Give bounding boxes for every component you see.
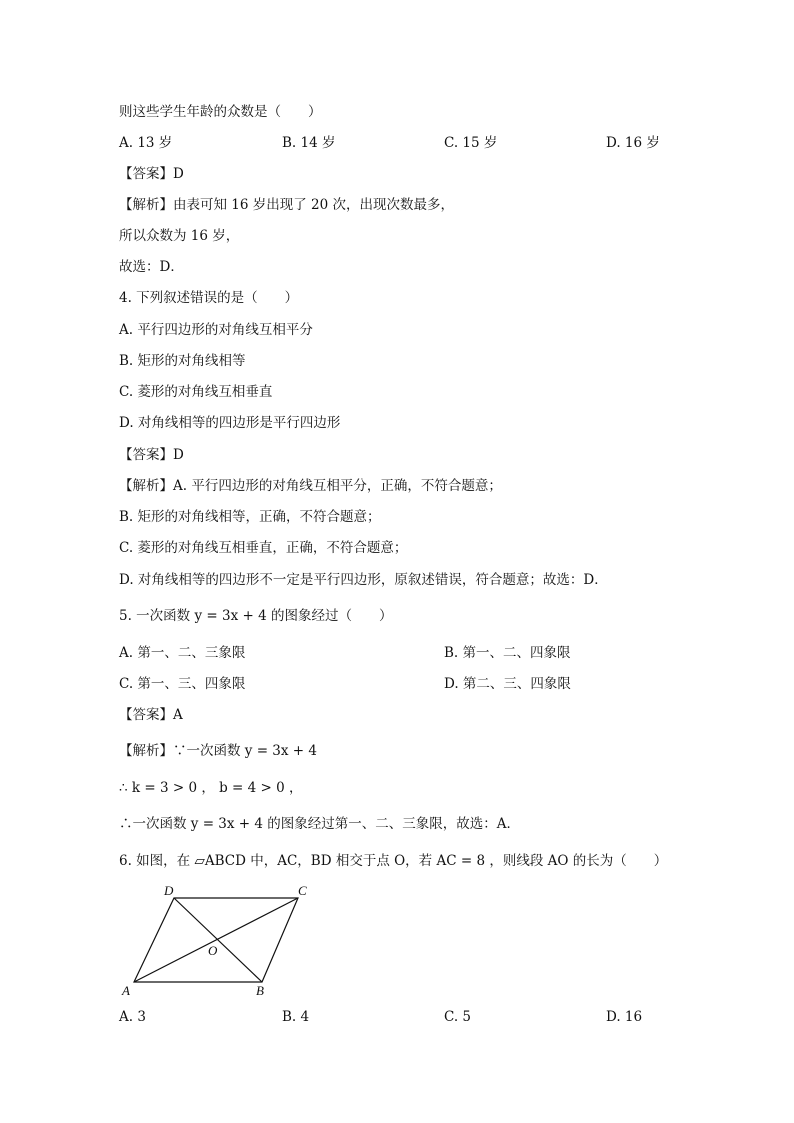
q5-analysis-line-2: ∴ k = 3 > 0 ， b = 4 > 0 ， [119,780,303,796]
q3-answer: 【答案】D [119,166,184,182]
q6-option-d: D. 16 [606,1009,643,1025]
q3-analysis-line-1: 【解析】由表可知 16 岁出现了 20 次，出现次数最多， [119,197,455,213]
q3-option-d: D. 16 岁 [606,135,660,151]
q6-stem: 6. 如图，在 ▱ABCD 中，AC，BD 相交于点 O，若 AC = 8 ，则线段 AO 的长为（ ） [119,853,668,869]
q3-option-c: C. 15 岁 [444,135,498,151]
label-d: D [164,883,174,898]
parallelogram-figure [110,880,330,1010]
q3-analysis-line-3: 故选：D． [119,259,184,275]
q5-analysis-line-3: ∴一次函数 y = 3x + 4 的图象经过第一、二、三象限，故选：A． [119,816,521,832]
q4-option-a: A. 平行四边形的对角线互相平分 [119,322,313,338]
q6-option-a: A. 3 [119,1009,146,1025]
q4-option-c: C. 菱形的对角线互相垂直 [119,384,273,400]
q6-option-b: B. 4 [282,1009,310,1025]
q5-answer: 【答案】A [119,707,183,723]
q3-option-b: B. 14 岁 [282,135,336,151]
q3-analysis-line-2: 所以众数为 16 岁， [119,228,240,244]
q6-option-c: C. 5 [444,1009,472,1025]
q5-option-a: A. 第一、二、三象限 [119,645,246,661]
q3-stem: 则这些学生年龄的众数是（ ） [119,104,322,120]
q5-analysis-line-1: 【解析】∵一次函数 y = 3x + 4 [119,743,317,759]
q5-option-c: C. 第一、三、四象限 [119,676,246,692]
q4-analysis-line-4: D. 对角线相等的四边形不一定是平行四边形，原叙述错误，符合题意；故选：D． [119,572,608,588]
label-a: A [122,983,130,998]
diagonal-ac [134,898,298,982]
label-b: B [256,983,264,998]
q5-option-b: B. 第一、二、四象限 [444,645,571,661]
q3-option-a: A. 13 岁 [119,135,173,151]
label-c: C [298,883,307,898]
q4-analysis-line-1: 【解析】A. 平行四边形的对角线互相平分，正确，不符合题意； [119,478,502,494]
q4-answer: 【答案】D [119,447,184,463]
q5-stem: 5. 一次函数 y = 3x + 4 的图象经过（ ） [119,608,393,624]
q4-option-d: D. 对角线相等的四边形是平行四边形 [119,415,341,431]
q5-option-d: D. 第二、三、四象限 [444,676,571,692]
q4-option-b: B. 矩形的对角线相等 [119,353,246,369]
label-o: O [208,943,218,958]
q4-analysis-line-2: B. 矩形的对角线相等，正确，不符合题意； [119,509,381,525]
q4-stem: 4. 下列叙述错误的是（ ） [119,290,299,306]
diagonal-bd [174,898,262,982]
q4-analysis-line-3: C. 菱形的对角线互相垂直，正确，不符合题意； [119,540,408,556]
